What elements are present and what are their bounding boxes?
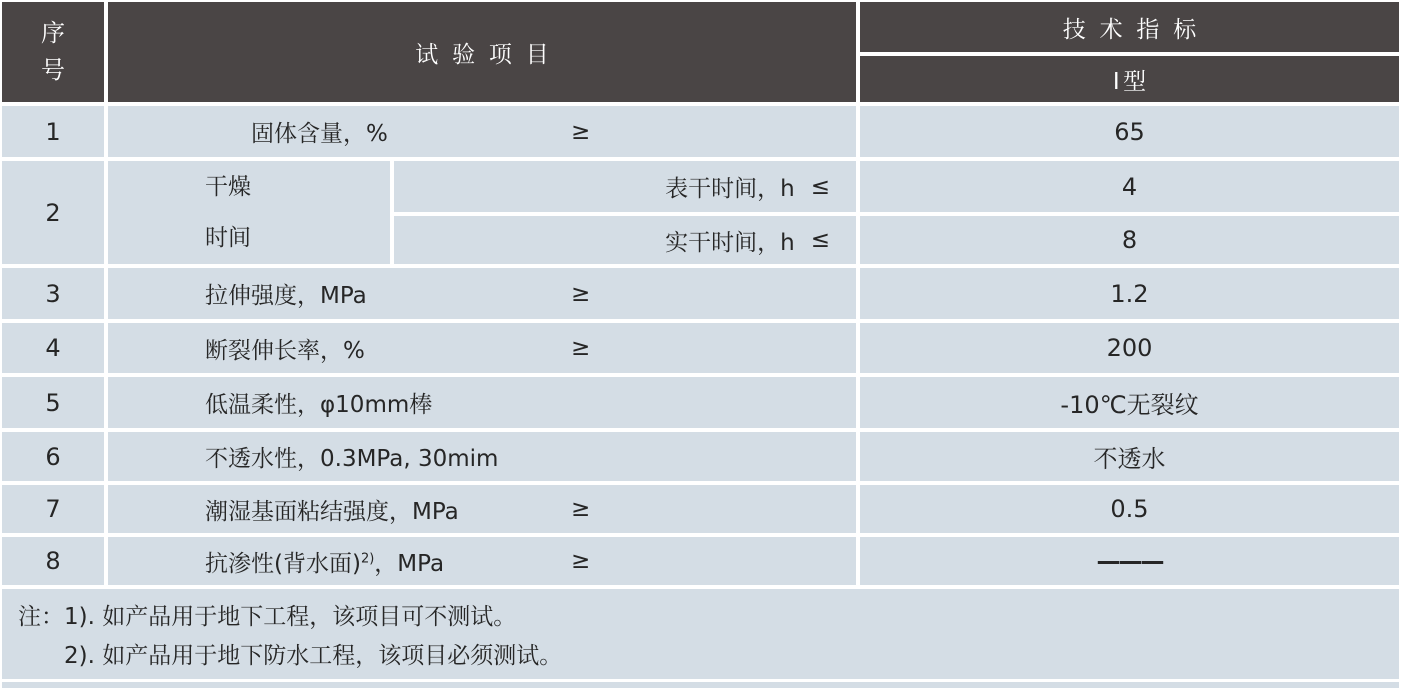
le-symbol: ≤ — [810, 227, 830, 253]
le-symbol: ≤ — [810, 173, 830, 200]
ge-symbol: ≥ — [571, 280, 591, 307]
row-3-label: 拉伸强度，MPa — [205, 283, 367, 309]
row-3-num: 3 — [2, 268, 104, 319]
row-8-item — [108, 537, 856, 585]
row-4-num: 4 — [2, 323, 104, 373]
row-7-value: 0.5 — [860, 485, 1399, 533]
row-1-value: 65 — [860, 106, 1399, 157]
row-1-label: 固体含量，% — [251, 121, 388, 147]
ge-symbol: ≥ — [571, 548, 591, 574]
row-3-item — [108, 268, 856, 319]
header-seq — [2, 2, 104, 102]
note-line-1: 注：1). 如产品用于地下工程，该项目可不测试。 — [18, 604, 517, 630]
bottom-strip — [2, 682, 1399, 688]
ge-symbol: ≥ — [571, 496, 591, 522]
footnote-ref: 2) — [360, 550, 375, 566]
row-1-num: 1 — [2, 106, 104, 157]
row-6-item — [108, 432, 856, 481]
row-5-value: -10℃无裂纹 — [860, 377, 1399, 428]
row-7-label: 潮湿基面粘结强度，MPa — [205, 498, 459, 525]
row-2-sub-2-label: 实干时间，h — [665, 229, 795, 256]
row-2-sub-1 — [394, 161, 856, 212]
row-8-value — [860, 537, 1399, 585]
row-6-num: 6 — [2, 432, 104, 481]
row-7-num: 7 — [2, 485, 104, 533]
row-5-label: 低温柔性，φ10mm棒 — [205, 392, 433, 418]
header-type-i: I型 — [860, 56, 1399, 102]
row-2-num: 2 — [2, 161, 104, 264]
notes-section — [2, 589, 1399, 679]
row-2-sub-1-value: 4 — [860, 161, 1399, 212]
note-line-2: 2). 如产品用于地下防水工程，该项目必须测试。 — [64, 643, 563, 669]
row-6-value: 不透水 — [860, 432, 1399, 481]
row-2-sub-1-label: 表干时间，h — [665, 176, 795, 202]
row-4-label: 断裂伸长率，% — [205, 337, 365, 364]
row-8-label: 抗渗性(背水面)$^{2)}$，MPa — [205, 550, 445, 577]
row-6-label: 不透水性，0.3MPa, 30mim — [205, 446, 499, 472]
row-2-group-label: 干燥时间 — [205, 173, 251, 251]
row-5-num: 5 — [2, 377, 104, 428]
row-4-item — [108, 323, 856, 373]
row-5-item — [108, 377, 856, 428]
dash-value: ——— — [1096, 547, 1163, 575]
row-4-value: 200 — [860, 323, 1399, 373]
row-2-sub-2-value: 8 — [860, 216, 1399, 264]
row-1-item — [108, 106, 856, 157]
row-2-sub-2 — [394, 216, 856, 264]
row-2-group — [108, 161, 390, 264]
header-seq-label: 序号 — [41, 19, 65, 84]
row-8-num: 8 — [2, 537, 104, 585]
row-7-item — [108, 485, 856, 533]
header-test-item: 试验项目 — [108, 2, 856, 102]
header-tech-spec: 技术指标 — [860, 2, 1399, 52]
row-3-value: 1.2 — [860, 268, 1399, 319]
ge-symbol: ≥ — [571, 335, 591, 361]
ge-symbol: ≥ — [571, 118, 591, 145]
